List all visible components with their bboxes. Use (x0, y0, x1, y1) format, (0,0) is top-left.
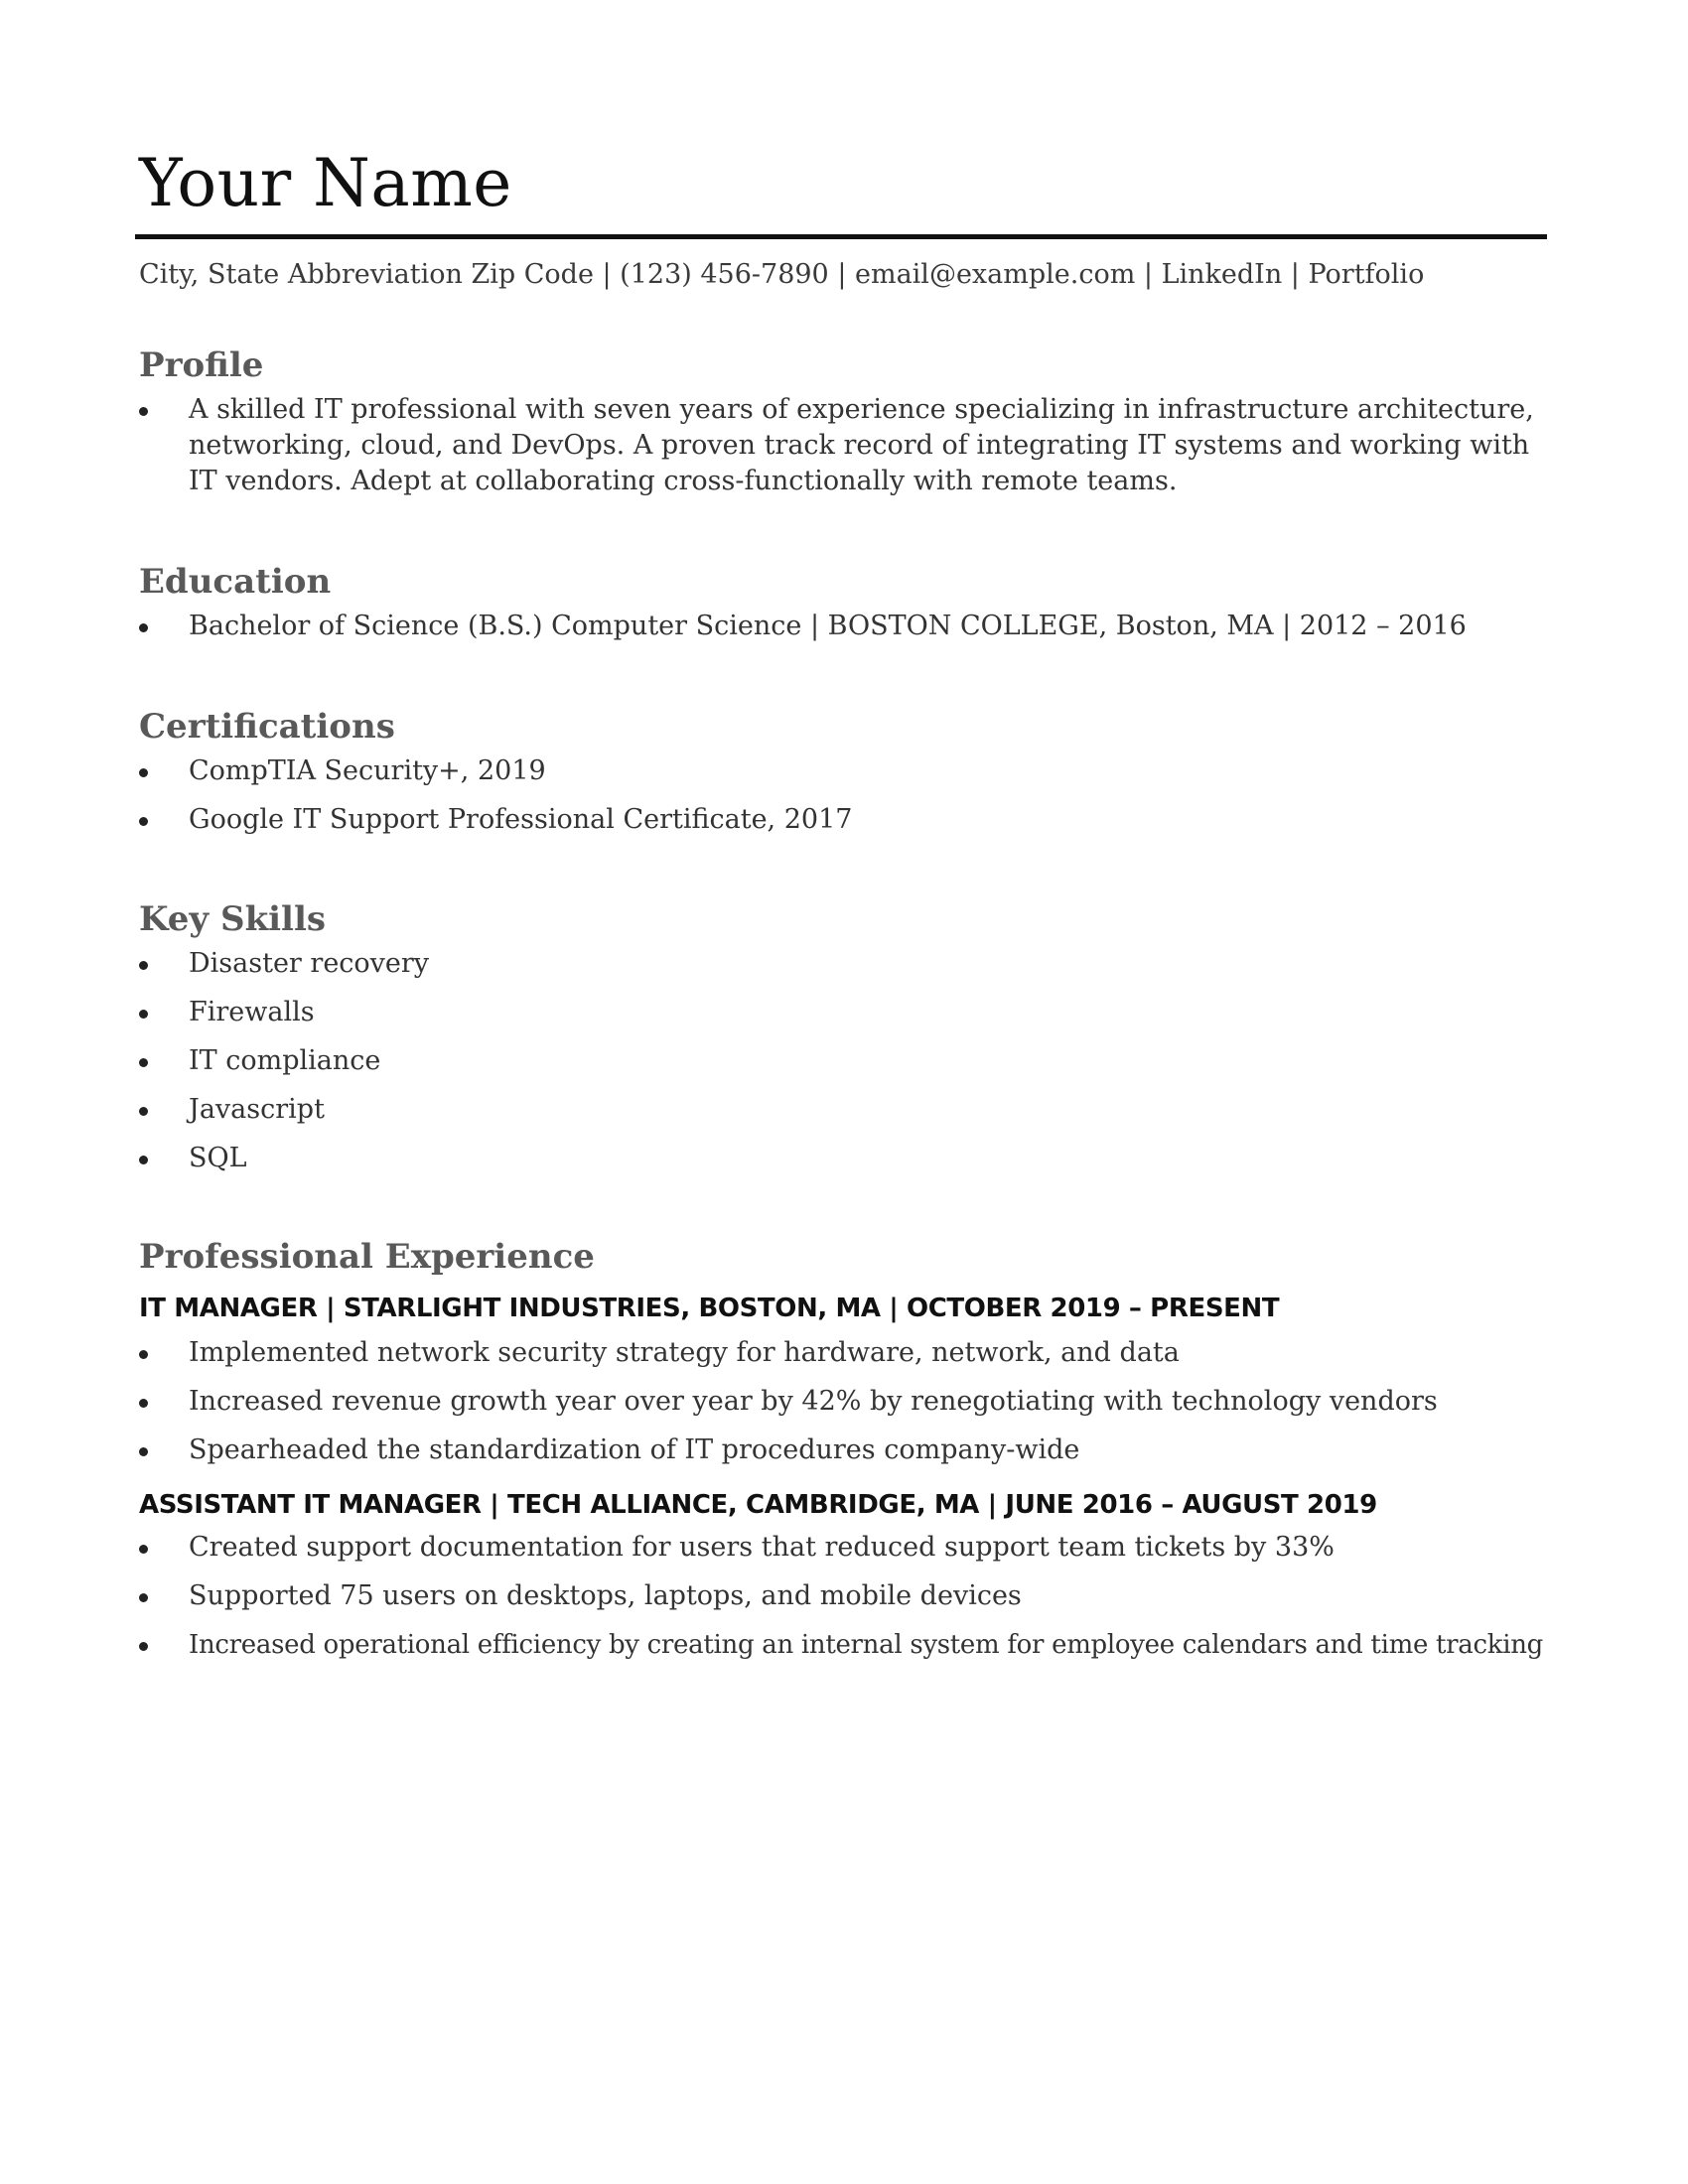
skill-entry: SQL (189, 1142, 247, 1173)
list-item (139, 1092, 1549, 1128)
bullet-icon (139, 1156, 148, 1164)
candidate-name: Your Name (139, 145, 512, 221)
certifications-list (139, 753, 1549, 838)
certification-entry: Google IT Support Professional Certificate, 2017 (189, 803, 853, 835)
list-item (139, 1141, 1549, 1176)
resume-header (139, 145, 1549, 290)
resume-page (139, 139, 1549, 1660)
bullet-icon (139, 623, 148, 632)
job-duty: Spearheaded the standardization of IT procedures company-wide (189, 1433, 1080, 1465)
list-item (139, 753, 1549, 789)
job-duties-list (139, 1335, 1549, 1468)
bullet-icon (139, 1399, 148, 1408)
job-duty: Increased operational efficiency by creating an internal system for employee calendars and time tracking (189, 1629, 1544, 1660)
bullet-icon (139, 1107, 148, 1116)
list-item (139, 1433, 1549, 1468)
list-item (139, 1043, 1549, 1079)
list-item (139, 1530, 1549, 1566)
profile-title: Profile (139, 345, 264, 385)
certifications-section (139, 707, 1549, 838)
skills-title: Key Skills (139, 899, 327, 939)
job-entry (139, 1294, 1549, 1468)
list-item (139, 1627, 1549, 1663)
contact-line: City, State Abbreviation Zip Code | (123) 456-7890 | email@example.com | LinkedIn | Portfolio (139, 259, 1425, 290)
list-item (139, 392, 1549, 499)
bullet-icon (139, 1545, 148, 1554)
list-item (139, 1578, 1549, 1614)
bullet-icon (139, 1010, 148, 1019)
list-item (139, 1335, 1549, 1371)
skill-entry: Disaster recovery (189, 947, 430, 979)
list-item (139, 995, 1549, 1030)
bullet-icon (139, 1350, 148, 1359)
list-item (139, 802, 1549, 838)
bullet-icon (139, 1642, 148, 1651)
bullet-icon (139, 817, 148, 826)
list-item (139, 946, 1549, 982)
job-entry (139, 1490, 1549, 1663)
bullet-icon (139, 1058, 148, 1067)
bullet-icon (139, 407, 148, 416)
job-heading: ASSISTANT IT MANAGER | TECH ALLIANCE, CAMBRIDGE, MA | JUNE 2016 – AUGUST 2019 (139, 1489, 1377, 1520)
bullet-icon (139, 768, 148, 777)
certifications-title: Certifications (139, 707, 395, 747)
job-duty: Implemented network security strategy for hardware, network, and data (189, 1336, 1180, 1368)
experience-title: Professional Experience (139, 1237, 595, 1277)
job-heading: IT MANAGER | STARLIGHT INDUSTRIES, BOSTON, MA | OCTOBER 2019 – PRESENT (139, 1293, 1280, 1323)
certification-entry: CompTIA Security+, 2019 (189, 754, 546, 786)
skill-entry: IT compliance (189, 1044, 381, 1076)
education-list (139, 609, 1549, 644)
profile-section (139, 345, 1549, 499)
experience-section (139, 1237, 1549, 1663)
job-duty: Increased revenue growth year over year by 42% by renegotiating with technology vendors (189, 1385, 1438, 1417)
skill-entry: Javascript (189, 1093, 325, 1125)
list-item (139, 1384, 1549, 1420)
profile-list (139, 392, 1549, 499)
job-duties-list (139, 1530, 1549, 1663)
bullet-icon (139, 1447, 148, 1456)
education-title: Education (139, 562, 332, 602)
bullet-icon (139, 961, 148, 970)
bullet-icon (139, 1593, 148, 1602)
job-duty: Supported 75 users on desktops, laptops, and mobile devices (189, 1579, 1022, 1611)
header-divider (135, 234, 1547, 239)
skills-section (139, 899, 1549, 1176)
job-duty: Created support documentation for users that reduced support team tickets by 33% (189, 1531, 1335, 1563)
profile-summary: A skilled IT professional with seven years of experience specializing in infrastructure architecture, networking, cloud, and DevOps. A proven track record of integrating IT systems and working with IT vendors. Adept at collaborating cross-functionally with remote teams. (189, 393, 1534, 496)
education-entry: Bachelor of Science (B.S.) Computer Science | BOSTON COLLEGE, Boston, MA | 2012 – 2016 (189, 610, 1467, 641)
skills-list (139, 946, 1549, 1176)
education-section (139, 562, 1549, 644)
list-item (139, 609, 1549, 644)
skill-entry: Firewalls (189, 996, 315, 1027)
